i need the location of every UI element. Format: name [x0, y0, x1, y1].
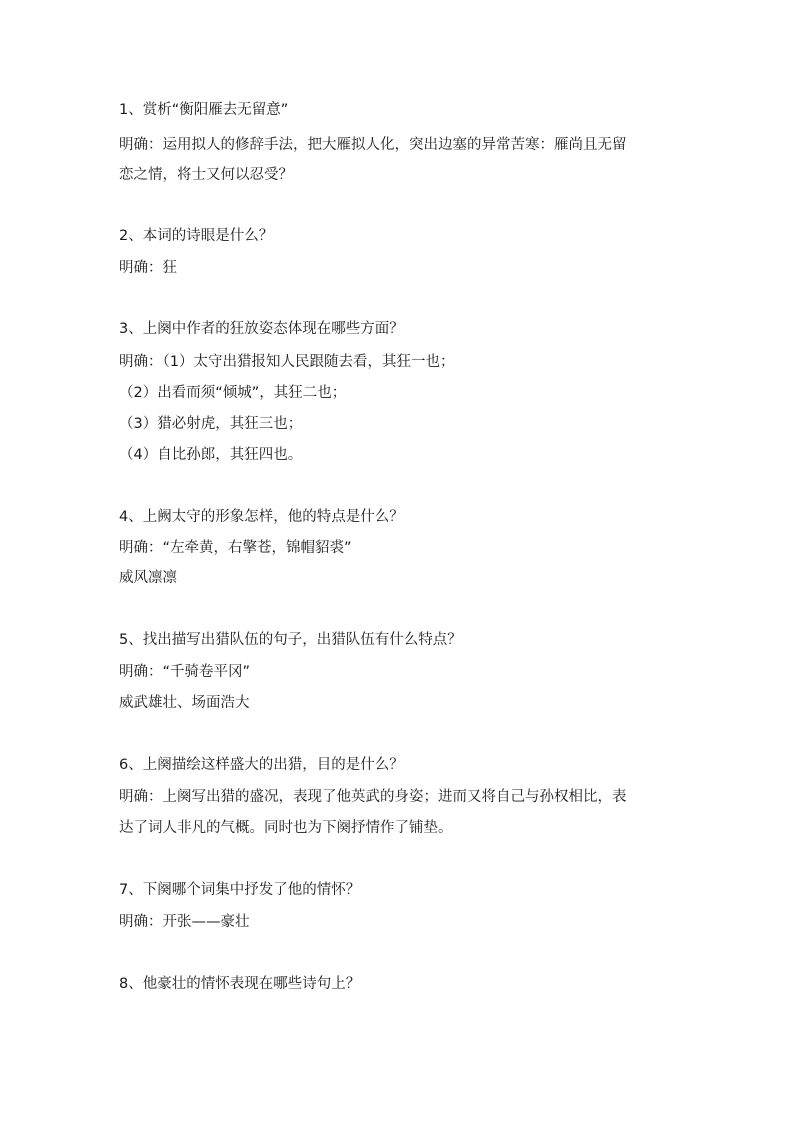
question-4: 4、上阙太守的形象怎样，他的特点是什么？ — [119, 509, 404, 525]
question-5: 5、找出描写出猎队伍的句子，出猎队伍有什么特点？ — [119, 632, 462, 648]
answer-5-line-1: 明确：“千骑卷平冈” — [119, 664, 251, 680]
answer-2-line-1: 明确：狂 — [119, 260, 177, 276]
answer-6-line-2: 达了词人非凡的气概。同时也为下阕抒情作了铺垫。 — [119, 820, 453, 836]
answer-4-line-1: 明确：“左牵黄，右擎苍，锦帽貂裘” — [119, 540, 352, 556]
answer-3-line-4: （4）自比孙郎，其狂四也。 — [119, 447, 303, 463]
question-8: 8、他豪壮的情怀表现在哪些诗句上？ — [119, 976, 361, 992]
answer-1-line-2: 恋之情，将士又何以忍受？ — [119, 167, 293, 183]
question-7: 7、下阕哪个词集中抒发了他的情怀？ — [119, 882, 361, 898]
question-2: 2、本词的诗眼是什么？ — [119, 228, 274, 244]
answer-3-line-3: （3）猎必射虎，其狂三也； — [119, 416, 303, 432]
answer-3-line-2: （2）出看而须“倾城”，其狂二也； — [119, 385, 347, 401]
question-3: 3、上阕中作者的狂放姿态体现在哪些方面？ — [119, 321, 404, 337]
answer-3-line-1: 明确：（1）太守出猎报知人民跟随去看，其狂一也； — [119, 354, 455, 370]
answer-7-line-1: 明确：开张——豪壮 — [119, 914, 250, 930]
answer-5-line-2: 威武雄壮、场面浩大 — [119, 695, 250, 711]
question-1: 1、赏析“衡阳雁去无留意” — [119, 102, 289, 118]
answer-6-line-1: 明确：上阕写出猎的盛况，表现了他英武的身姿；进而又将自己与孙权相比，表 — [119, 789, 627, 805]
question-6: 6、上阕描绘这样盛大的出猎，目的是什么？ — [119, 757, 404, 773]
answer-1-line-1: 明确：运用拟人的修辞手法，把大雁拟人化，突出边塞的异常苦寒：雁尚且无留 — [119, 137, 627, 153]
answer-4-line-2: 威风凛凛 — [119, 570, 177, 586]
